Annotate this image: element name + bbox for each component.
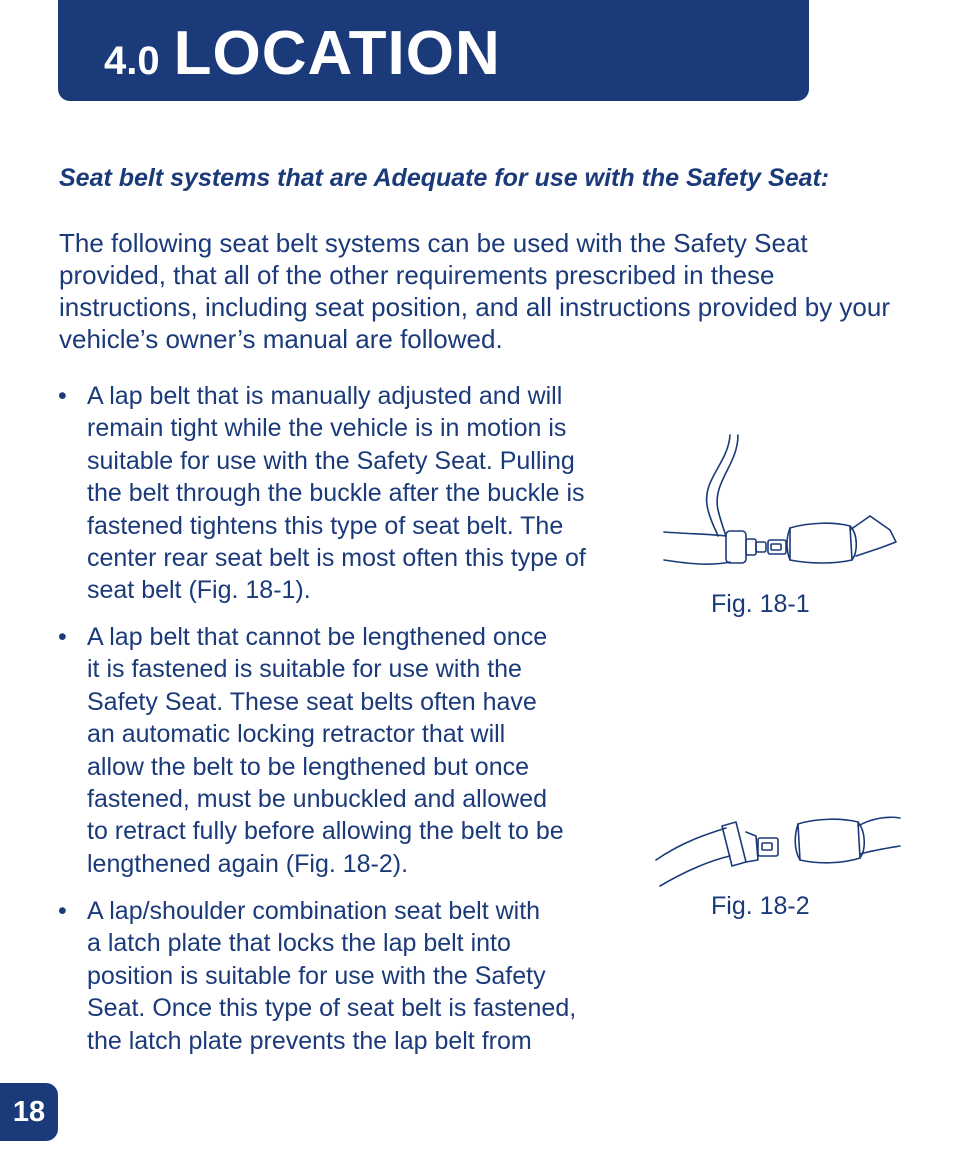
bullet-line: it is fastened is suitable for use with the [87,655,522,684]
bullet-line: Safety Seat. These seat belts often have [87,687,537,716]
bullet-line: lengthened again (Fig. 18-2). [87,849,409,878]
section-header [58,0,809,101]
bullet-line: the belt through the buckle after the buckle is [87,479,585,508]
section-title-word: LOCATION [173,19,501,88]
intro-paragraph: The following seat belt systems can be used with the Safety Seat provided, that all of the other requirements prescribed in these instructions, including seat position, and all instructions provided by your vehicle’s owner’s manual are followed. [59,228,891,354]
bullet-marker: • [58,382,67,410]
bullet-line: suitable for use with the Safety Seat. Pulling [87,446,575,475]
bullet-line: a latch plate that locks the lap belt into [87,929,511,958]
figure-caption: Fig. 18-2 [711,892,810,920]
bullet-line: seat belt (Fig. 18-1). [87,576,311,605]
bullet-lap-shoulder-belt [58,895,658,1057]
lap-belt-buckle-icon [660,430,900,580]
subheading: Seat belt systems that are Adequate for use with the Safety Seat: [59,164,830,192]
bullet-lap-belt-adjustable [58,380,658,607]
bullet-line: an automatic locking retractor that will [87,720,506,749]
section-number: 4.0 [104,39,160,83]
page-number: 18 [0,1083,58,1141]
bullet-line: fastened tightens this type of seat belt. The [87,511,564,540]
bullet-line: the latch plate prevents the lap belt from [87,1026,532,1055]
bullet-marker: • [58,623,67,651]
section-title [104,18,501,89]
bullet-line: allow the belt to be lengthened but once [87,752,530,781]
bullet-line: center rear seat belt is most often this type of [87,544,586,573]
bullet-line: A lap belt that is manually adjusted and will [87,382,563,410]
bullet-line: Seat. Once this type of seat belt is fastened, [87,994,577,1023]
bullet-line: to retract fully before allowing the belt to be [87,817,564,846]
bullet-line: remain tight while the vehicle is in motion is [87,414,567,443]
figure-caption: Fig. 18-1 [711,590,810,618]
bullet-line: position is suitable for use with the Safety [87,961,546,990]
bullet-line: A lap belt that cannot be lengthened once [87,623,548,651]
bullet-line: fastened, must be unbuckled and allowed [87,785,548,814]
bullet-text [58,621,658,880]
locking-lap-belt-icon [652,812,902,892]
bullet-marker: • [58,897,67,925]
bullet-text [58,380,658,607]
bullet-line: A lap/shoulder combination seat belt with [87,897,541,925]
bullet-lap-belt-locking [58,621,658,880]
bullet-text [58,895,658,1057]
